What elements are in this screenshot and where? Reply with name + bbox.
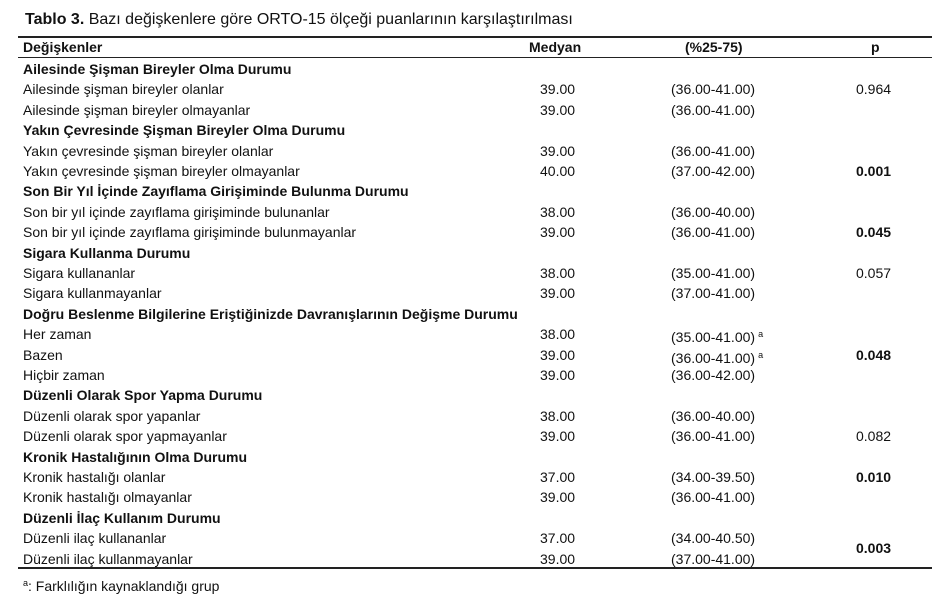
- table-row: [0, 549, 941, 569]
- table-row: [0, 365, 941, 385]
- median-cell: 37.00: [540, 469, 576, 485]
- group-label: Son Bir Yıl İçinde Zayıflama Girişiminde Bulunma Durumu: [23, 183, 409, 200]
- group-label: Düzenli Olarak Spor Yapma Durumu: [23, 387, 263, 404]
- range-cell: [671, 549, 755, 569]
- group-label: Ailesinde Şişman Bireyler Olma Durumu: [23, 61, 292, 77]
- group-header-row: [0, 385, 941, 405]
- range-cell: [671, 365, 755, 385]
- table-row: [0, 202, 941, 222]
- bottom-rule: [18, 567, 932, 569]
- range-value: (36.00-42.00): [671, 367, 756, 383]
- row-label: Yakın çevresinde şişman bireyler olanlar: [23, 142, 274, 159]
- range-value: (37.00-41.00): [671, 550, 756, 567]
- table-row: [0, 528, 941, 548]
- range-value: (34.00-39.50): [671, 469, 756, 485]
- p-value: 0.048: [856, 346, 892, 363]
- table-row: [0, 161, 941, 181]
- table-number: Tablo 3.: [25, 11, 85, 28]
- range-cell: [671, 202, 755, 222]
- header-variables: Değişkenler: [23, 39, 103, 55]
- range-cell: [671, 161, 755, 181]
- table-row: [0, 79, 941, 99]
- p-value: 0.082: [856, 428, 892, 445]
- range-cell: [671, 406, 755, 426]
- range-value: (36.00-40.00): [671, 203, 756, 220]
- median-cell: 39.00: [540, 489, 576, 506]
- median-cell: 37.00: [540, 530, 576, 547]
- range-value: (37.00-41.00): [671, 285, 756, 302]
- header-p: p: [871, 39, 880, 55]
- table-row: [0, 406, 941, 426]
- group-label: Yakın Çevresinde Şişman Bireyler Olma Durumu: [23, 122, 346, 139]
- range-cell: [671, 528, 755, 548]
- table-row: [0, 100, 941, 120]
- footnote-text: : Farklılığın kaynaklandığı grup: [28, 578, 220, 594]
- row-label: Son bir yıl içinde zayıflama girişiminde bulunanlar: [23, 203, 330, 220]
- group-header-row: [0, 508, 941, 528]
- group-header-row: [0, 120, 941, 140]
- median-cell: 39.00: [540, 101, 576, 118]
- range-value: (35.00-41.00): [671, 329, 756, 346]
- superscript-marker: a: [758, 329, 764, 340]
- range-value: (36.00-41.00): [671, 142, 756, 159]
- range-value: (36.00-40.00): [671, 407, 756, 424]
- median-cell: 39.00: [540, 142, 576, 159]
- table-row: [0, 467, 941, 487]
- median-cell: 38.00: [540, 407, 576, 424]
- row-label: Yakın çevresinde şişman bireyler olmayanlar: [23, 163, 300, 179]
- range-value: (36.00-41.00): [671, 428, 756, 445]
- row-label: Bazen: [23, 346, 63, 363]
- group-header-row: [0, 447, 941, 467]
- group-header-row: [0, 59, 941, 79]
- median-cell: 39.00: [540, 428, 576, 445]
- table-row: [0, 141, 941, 161]
- row-label: Sigara kullananlar: [23, 265, 136, 281]
- table-row: [0, 263, 941, 283]
- p-value: 0.057: [856, 265, 892, 281]
- group-header-row: [0, 304, 941, 324]
- row-label: Kronik hastalığı olanlar: [23, 469, 166, 485]
- group-label: Kronik Hastalığının Olma Durumu: [23, 448, 248, 465]
- group-header-row: [0, 181, 941, 201]
- range-cell: [671, 283, 755, 303]
- median-cell: 39.00: [540, 81, 576, 98]
- superscript-marker: a: [758, 349, 764, 360]
- range-cell: [671, 263, 755, 283]
- row-label: Son bir yıl içinde zayıflama girişiminde bulunmayanlar: [23, 224, 357, 241]
- table-title: Bazı değişkenlere göre ORTO-15 ölçeği puanlarının karşılaştırılması: [84, 11, 573, 28]
- row-label: Düzenli olarak spor yapanlar: [23, 407, 201, 424]
- row-label: Her zaman: [23, 326, 92, 343]
- table-row: [0, 426, 941, 446]
- p-value: 0.003: [856, 540, 892, 557]
- group-header-row: [0, 243, 941, 263]
- header-percentile: (%25-75): [685, 39, 743, 55]
- median-cell: 39.00: [540, 550, 576, 567]
- table-row: [0, 345, 941, 365]
- footnote-marker: a: [23, 578, 29, 588]
- range-value: (34.00-40.50): [671, 530, 756, 547]
- range-value: (36.00-41.00): [671, 101, 756, 118]
- range-cell: [671, 487, 755, 507]
- range-cell: [671, 79, 755, 99]
- row-label: Hiçbir zaman: [23, 367, 105, 383]
- row-label: Sigara kullanmayanlar: [23, 285, 162, 302]
- median-cell: 38.00: [540, 326, 576, 343]
- range-cell: [671, 467, 755, 487]
- median-cell: 39.00: [540, 285, 576, 302]
- row-label: Kronik hastalığı olmayanlar: [23, 489, 192, 506]
- range-value: (36.00-41.00): [671, 349, 756, 366]
- p-value: 0.045: [856, 224, 892, 241]
- median-cell: 39.00: [540, 367, 576, 383]
- table-caption: [25, 9, 573, 31]
- p-value: 0.001: [856, 163, 892, 179]
- row-label: Düzenli olarak spor yapmayanlar: [23, 428, 227, 445]
- median-cell: 38.00: [540, 265, 576, 281]
- group-label: Sigara Kullanma Durumu: [23, 244, 191, 261]
- group-label: Düzenli İlaç Kullanım Durumu: [23, 509, 221, 526]
- row-label: Düzenli ilaç kullananlar: [23, 530, 167, 547]
- table-row: [0, 487, 941, 507]
- range-cell: [671, 222, 755, 242]
- table-row: [0, 324, 941, 344]
- group-label: Doğru Beslenme Bilgilerine Eriştiğinizde Davranışlarının Değişme Durumu: [23, 305, 518, 322]
- range-cell: [671, 100, 755, 120]
- range-value: (36.00-41.00): [671, 489, 756, 506]
- p-value: 0.964: [856, 81, 892, 98]
- median-cell: 40.00: [540, 163, 576, 179]
- range-cell: [671, 141, 755, 161]
- range-cell: [671, 426, 755, 446]
- row-label: Ailesinde şişman bireyler olanlar: [23, 81, 224, 98]
- median-cell: 38.00: [540, 203, 576, 220]
- p-value: 0.010: [856, 469, 892, 485]
- range-value: (35.00-41.00): [671, 265, 756, 281]
- range-value: (36.00-41.00): [671, 224, 756, 241]
- footnote: [23, 573, 219, 596]
- top-rule: [18, 36, 932, 38]
- range-value: (36.00-41.00): [671, 81, 756, 98]
- row-label: Ailesinde şişman bireyler olmayanlar: [23, 101, 251, 118]
- table-row: [0, 222, 941, 242]
- table-row: [0, 283, 941, 303]
- median-cell: 39.00: [540, 224, 576, 241]
- header-median: Medyan: [529, 39, 582, 55]
- row-label: Düzenli ilaç kullanmayanlar: [23, 550, 193, 567]
- header-rule: [18, 57, 932, 58]
- range-value: (37.00-42.00): [671, 163, 756, 179]
- median-cell: 39.00: [540, 346, 576, 363]
